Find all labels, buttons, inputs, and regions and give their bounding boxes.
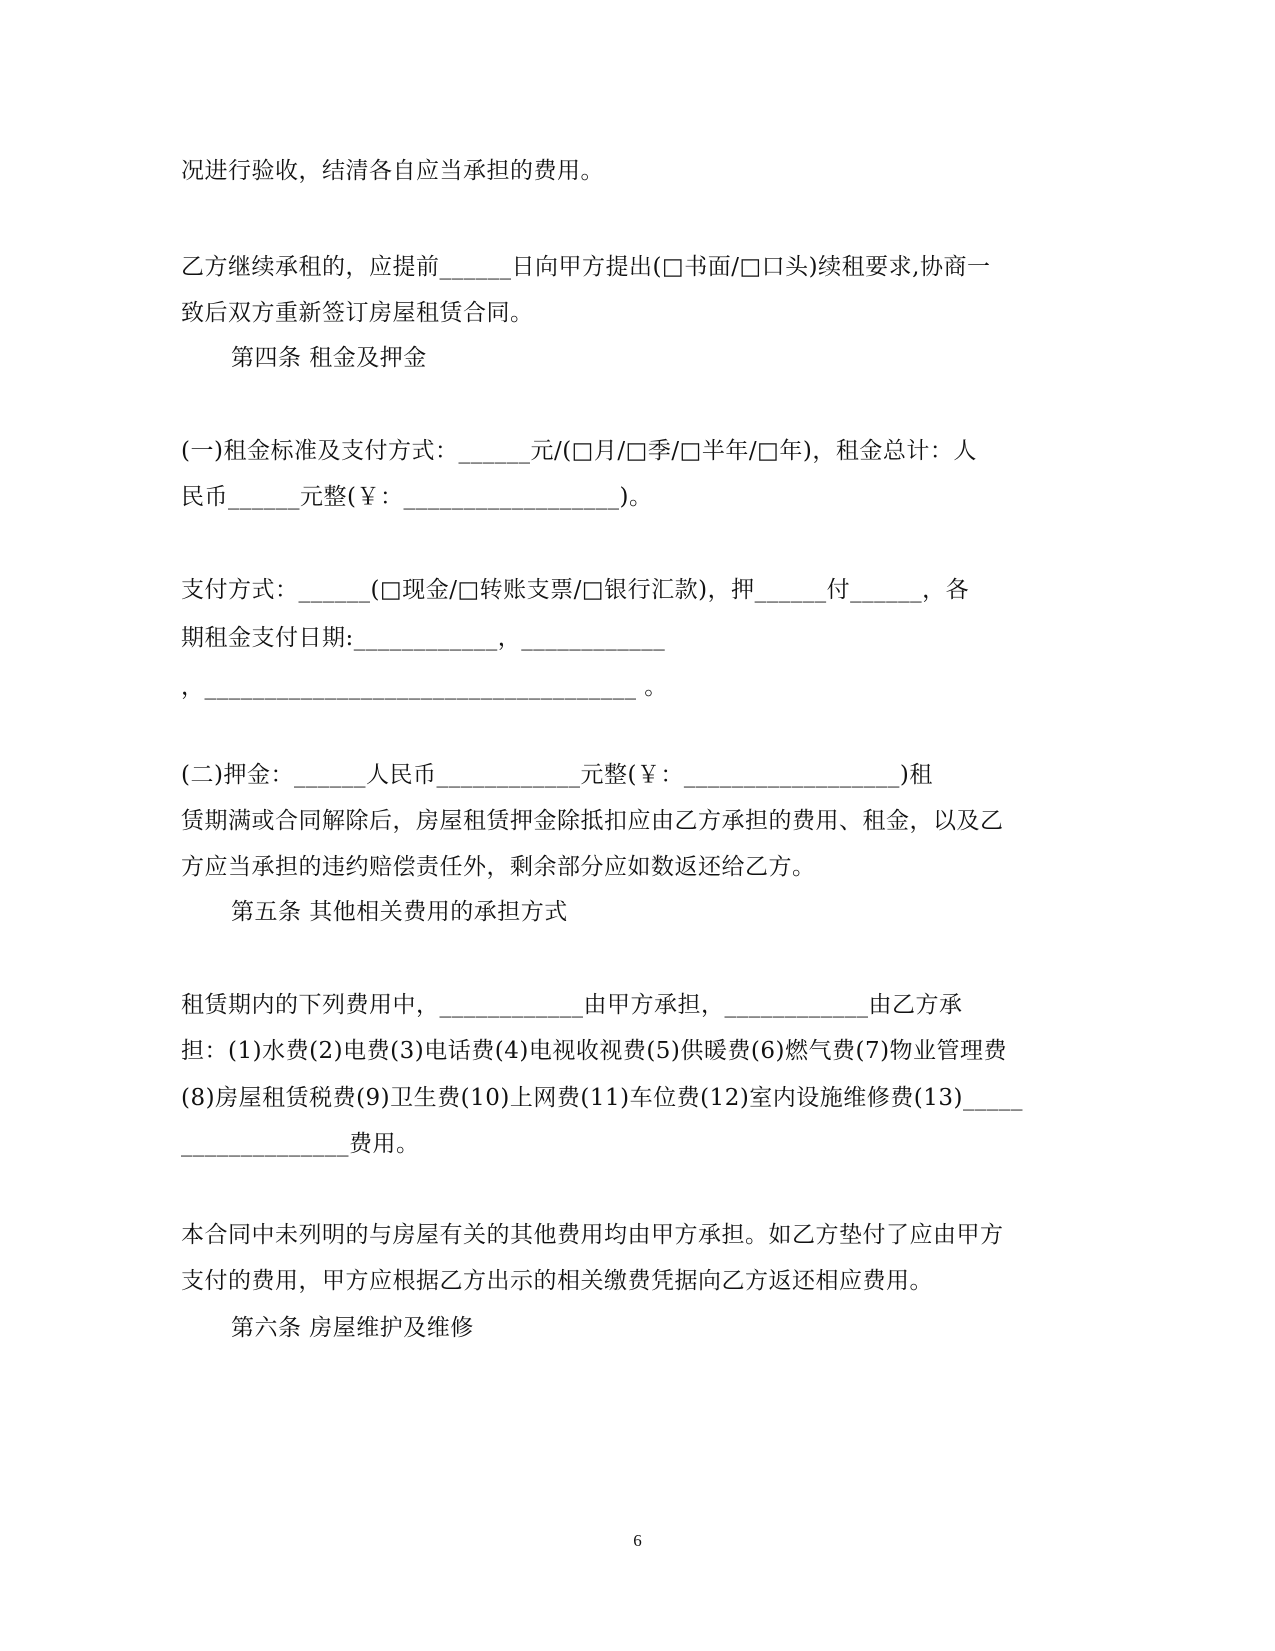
paragraph-line: 乙方继续承租的，应提前______日向甲方提出(□书面/□口头)续租要求,协商一	[181, 254, 991, 280]
paragraph-line: 民币______元整(￥：__________________)。	[181, 484, 653, 510]
paragraph-line: (二)押金：______人民币____________元整(￥：__________________)租	[181, 762, 933, 788]
section-heading: 第四条 租金及押金	[231, 345, 427, 371]
paragraph-line: 期租金支付日期:____________，____________	[181, 625, 666, 651]
paragraph-line: 况进行验收，结清各自应当承担的费用。	[181, 158, 604, 184]
section-heading: 第六条 房屋维护及维修	[231, 1315, 474, 1341]
paragraph-line: 担：(1)水费(2)电费(3)电话费(4)电视收视费(5)供暖费(6)燃气费(7)物业管理费	[181, 1038, 1008, 1064]
section-heading: 第五条 其他相关费用的承担方式	[231, 899, 568, 925]
paragraph-line: (一)租金标准及支付方式：______元/(□月/□季/□半年/□年)，租金总计：人	[181, 438, 977, 464]
paragraph-line: 本合同中未列明的与房屋有关的其他费用均由甲方承担。如乙方垫付了应由甲方	[181, 1222, 1004, 1248]
paragraph-line: 支付的费用，甲方应根据乙方出示的相关缴费凭据向乙方返还相应费用。	[181, 1268, 933, 1294]
paragraph-line: 租赁期内的下列费用中，____________由甲方承担，____________由乙方承	[181, 992, 963, 1018]
paragraph-line: ______________费用。	[181, 1131, 420, 1157]
paragraph-line: 支付方式：______(□现金/□转账支票/□银行汇款)，押______付______，各	[181, 577, 970, 603]
paragraph-line: 赁期满或合同解除后，房屋租赁押金除抵扣应由乙方承担的费用、租金，以及乙	[181, 808, 1004, 834]
paragraph-line: (8)房屋租赁税费(9)卫生费(10)上网费(11)车位费(12)室内设施维修费(13)_____	[181, 1085, 1024, 1111]
paragraph-line: 方应当承担的违约赔偿责任外，剩余部分应如数返还给乙方。	[181, 854, 816, 880]
paragraph-line: ，____________________________________ 。	[181, 674, 668, 700]
paragraph-line: 致后双方重新签订房屋租赁合同。	[181, 300, 534, 326]
page-number: 6	[633, 1531, 642, 1550]
